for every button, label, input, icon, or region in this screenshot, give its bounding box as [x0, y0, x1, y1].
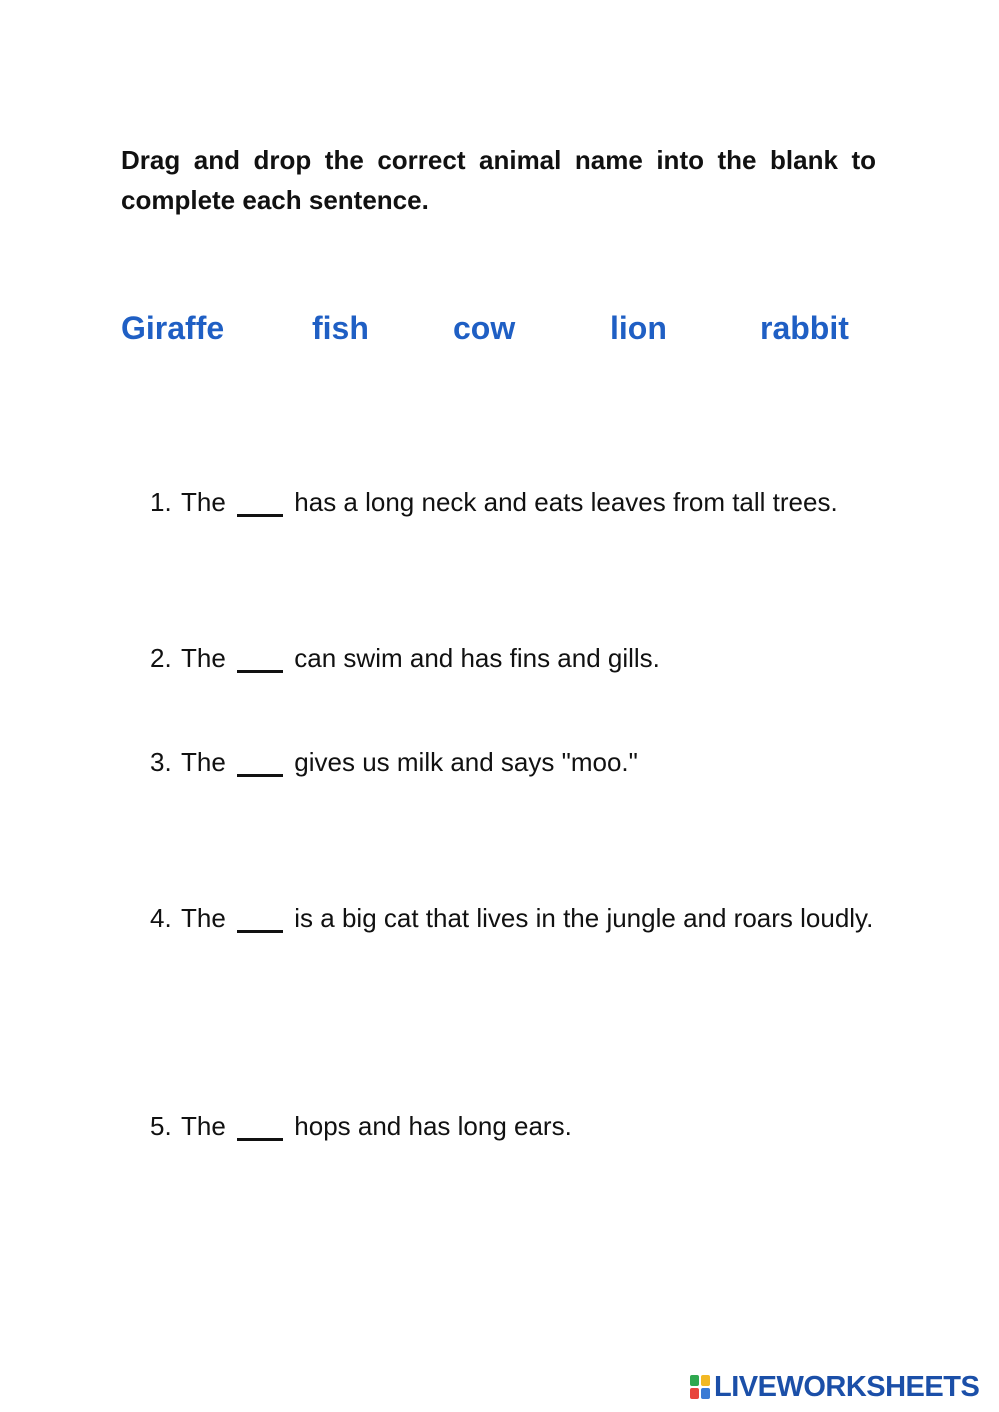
- logo-block-yellow: [701, 1375, 710, 1386]
- logo-block-red: [690, 1388, 699, 1399]
- draggable-word-fish[interactable]: fish: [312, 310, 369, 346]
- question-5: [150, 1100, 876, 1153]
- question-number: 1.: [150, 487, 172, 517]
- question-2: [150, 632, 876, 685]
- question-3: [150, 736, 876, 789]
- sentence-start: The: [181, 747, 226, 777]
- question-number: 5.: [150, 1111, 172, 1141]
- drop-blank-4[interactable]: [237, 900, 283, 933]
- sentence-end: gives us milk and says "moo.": [294, 747, 638, 777]
- question-text: [181, 632, 876, 685]
- sentence-end: is a big cat that lives in the jungle and roars loudly.: [294, 903, 874, 933]
- word-bank: [0, 306, 999, 350]
- draggable-word-cow[interactable]: cow: [453, 310, 516, 346]
- sentence-start: The: [181, 643, 226, 673]
- question-number: 3.: [150, 747, 172, 777]
- question-text: [181, 1100, 876, 1153]
- question-text: [181, 892, 876, 945]
- liveworksheets-logo: [690, 1368, 979, 1406]
- draggable-word-lion[interactable]: lion: [610, 310, 667, 346]
- question-text: [181, 736, 876, 789]
- question-1: [150, 476, 876, 529]
- sentence-start: The: [181, 1111, 226, 1141]
- question-4: [150, 892, 876, 945]
- sentence-end: has a long neck and eats leaves from tall trees.: [294, 487, 838, 517]
- logo-block-blue: [701, 1388, 710, 1399]
- question-number: 2.: [150, 643, 172, 673]
- sentence-start: The: [181, 487, 226, 517]
- question-number: 4.: [150, 903, 172, 933]
- drop-blank-5[interactable]: [237, 1108, 283, 1141]
- draggable-word-giraffe[interactable]: Giraffe: [121, 310, 225, 346]
- logo-block-green: [690, 1375, 699, 1386]
- instructions: Drag and drop the correct animal name into the blank to complete each sentence.: [121, 145, 876, 215]
- sentence-start: The: [181, 903, 226, 933]
- drop-blank-1[interactable]: [237, 484, 283, 517]
- sentence-end: can swim and has fins and gills.: [294, 643, 660, 673]
- drop-blank-3[interactable]: [237, 744, 283, 777]
- logo-mark-icon: [690, 1375, 710, 1399]
- question-text: [181, 476, 876, 529]
- sentence-end: hops and has long ears.: [294, 1111, 572, 1141]
- logo-text: LIVEWORKSHEETS: [714, 1370, 980, 1403]
- draggable-word-rabbit[interactable]: rabbit: [760, 310, 849, 346]
- drop-blank-2[interactable]: [237, 640, 283, 673]
